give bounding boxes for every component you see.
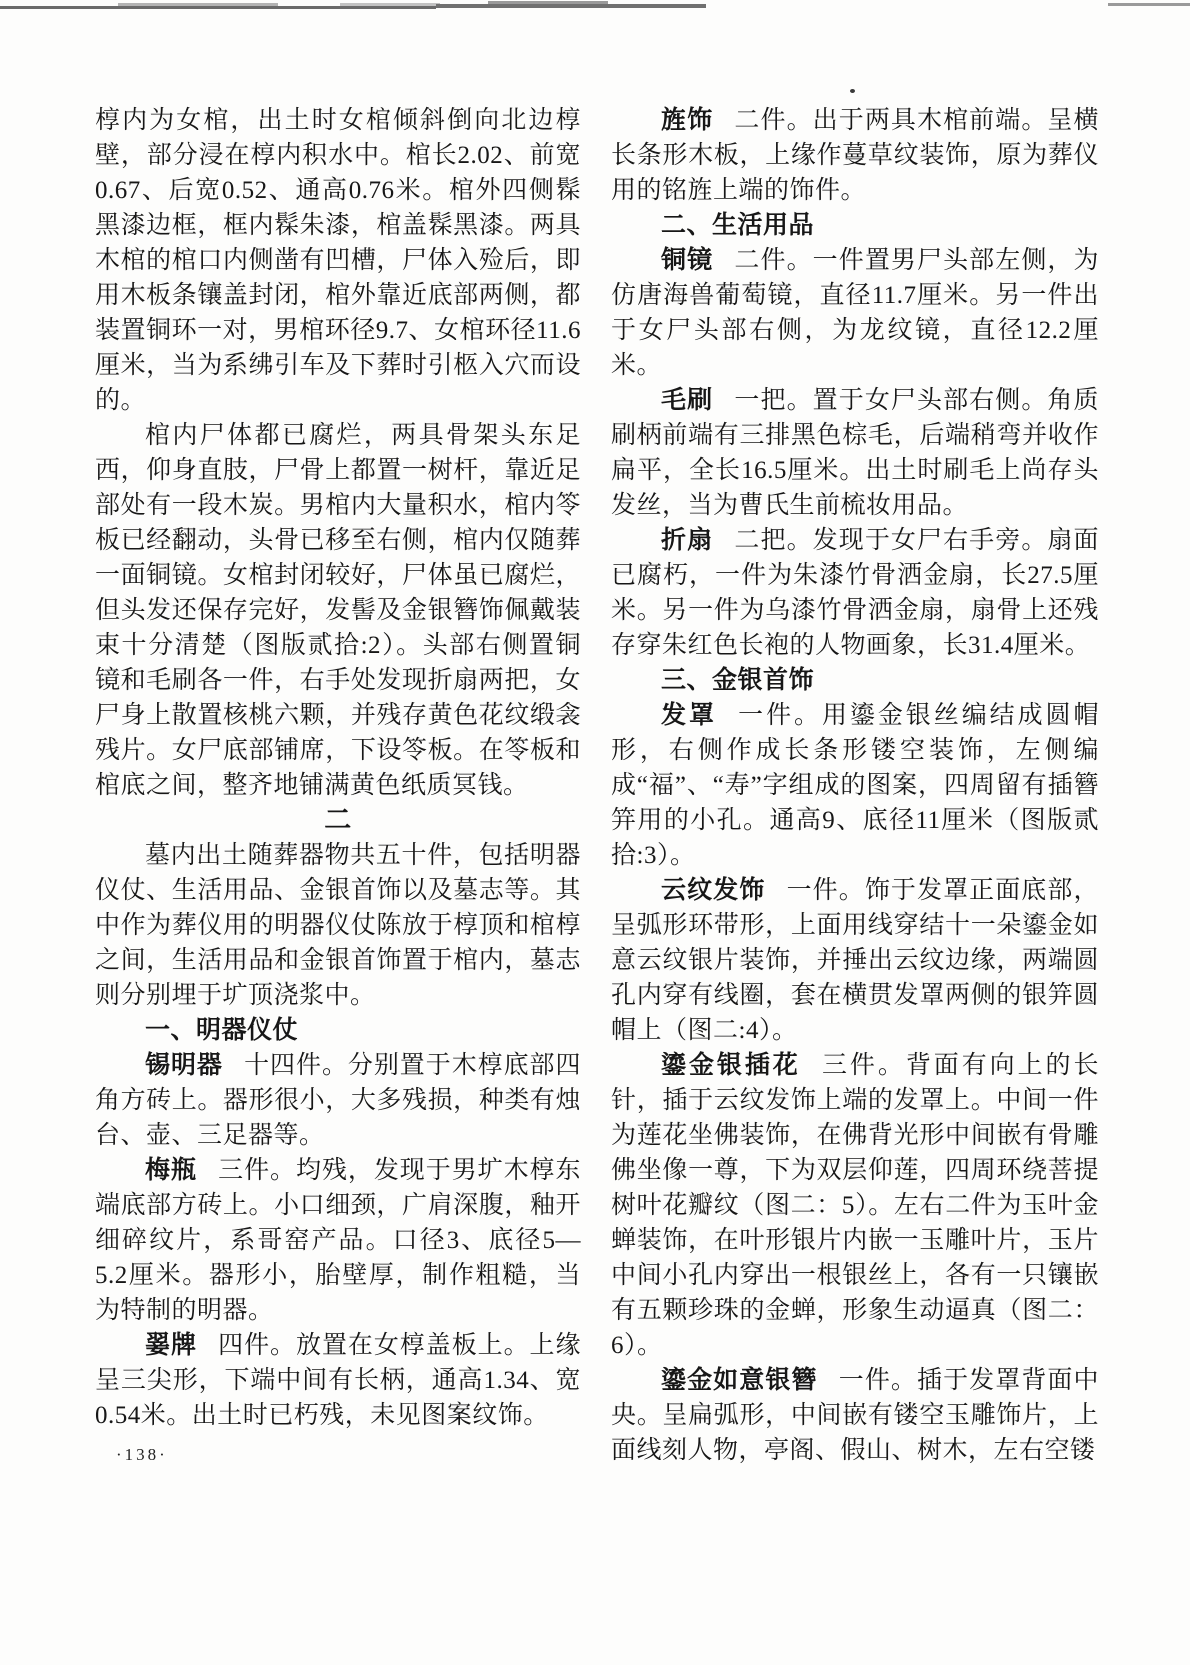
item-paragraph <box>611 1048 1099 1363</box>
item-term: 鎏金银插花 <box>661 1052 801 1079</box>
section-heading: 二 <box>324 805 352 835</box>
item-paragraph <box>611 523 1099 663</box>
item-paragraph <box>611 243 1099 383</box>
item-term: 发罩 <box>661 702 717 729</box>
subsection-heading: 一、明器仪仗 <box>145 1017 299 1044</box>
item-term: 铜镜 <box>661 247 714 274</box>
paragraph: 棺内尸体都已腐烂，两具骨架头东足西，仰身直肢，尸骨上都置一树杆，靠近足部处有一段木炭。男棺内大量积水，棺内笭板已经翻动，头骨已移至右侧，棺内仅随葬一面铜镜。女棺封闭较好，尸体虽已腐烂，但头发还保存完好，发髻及金银簪饰佩戴装束十分清楚（图版贰拾:2）。头部右侧置铜镜和毛刷各一件，右手处发现折扇两把，女尸身上散置核桃六颗，并残存黄色花纹缎衾残片。女尸底部铺席，下设笭板。在笭板和棺底之间，整齐地铺满黄色纸质冥钱。 <box>95 422 581 799</box>
item-text: 二把。发现于女尸右手旁。扇面已腐朽，一件为朱漆竹骨洒金扇，长27.5厘米。另一件为乌漆竹骨洒金扇，扇骨上还残存穿朱红色长袍的人物画象，长31.4厘米。 <box>611 527 1099 659</box>
item-text: 四件。放置在女椁盖板上。上缘呈三尖形，下端中间有长柄，通高1.34、宽0.54米。出土时已朽残，未见图案纹饰。 <box>95 1332 581 1429</box>
scan-artifact-line <box>118 3 278 6</box>
item-paragraph <box>95 1328 581 1433</box>
item-text: 一件。插于发罩背面中央。呈扁弧形，中间嵌有镂空玉雕饰片，上面线刻人物，亭阁、假山、树木，左右空镂 <box>611 1367 1099 1464</box>
subsection-heading: 二、生活用品 <box>661 212 815 239</box>
item-text: 一把。置于女尸头部右侧。角质刷柄前端有三排黑色棕毛，后端稍弯并收作扁平，全长16.5厘米。出土时刷毛上尚存头发丝，当为曹氏生前梳妆用品。 <box>611 387 1099 519</box>
scan-artifact-line <box>1108 3 1190 6</box>
item-term: 梅瓶 <box>145 1157 197 1184</box>
scan-artifact-line <box>0 6 436 9</box>
item-text: 三件。背面有向上的长针，插于云纹发饰上端的发罩上。中间一件为莲花坐佛装饰，在佛背光形中间嵌有骨雕佛坐像一尊，下为双层仰莲，四周环绕菩提树叶花瓣纹（图二：5）。左右二件为玉叶金蝉装饰，在叶形银片内嵌一玉雕叶片，玉片中间小孔内穿出一根银丝上，各有一只镶嵌有五颗珍珠的金蝉，形象生动逼真（图二：6）。 <box>611 1052 1099 1359</box>
subsection-heading: 三、金银首饰 <box>661 667 815 694</box>
item-term: 云纹发饰 <box>661 877 766 904</box>
item-text: 一件。饰于发罩正面底部，呈弧形环带形，上面用线穿结十一朵鎏金如意云纹银片装饰，并捶出云纹边缘，两端圆孔内穿有线圈，套在横贯发罩两侧的银笄圆帽上（图二:4）。 <box>611 877 1099 1044</box>
paragraph: 椁内为女棺，出土时女棺倾斜倒向北边椁壁，部分浸在椁内积水中。棺长2.02、前宽0.67、后宽0.52、通高0.76米。棺外四侧髹黑漆边框，框内髹朱漆，棺盖髹黑漆。两具木棺的棺口内侧凿有凹槽，尸体入殓后，即用木板条镶盖封闭，棺外靠近底部两侧，都装置铜环一对，男棺环径9.7、女棺环径11.6厘米，当为系绋引车及下葬时引柩入穴而设的。 <box>95 107 581 414</box>
item-term: 鎏金如意银簪 <box>661 1367 818 1394</box>
item-text: 二件。出于两具木棺前端。呈横长条形木板，上缘作蔓草纹装饰，原为葬仪用的铭旌上端的饰件。 <box>611 107 1099 204</box>
item-paragraph <box>611 698 1099 873</box>
paragraph: 墓内出土随葬器物共五十件，包括明器仪仗、生活用品、金银首饰以及墓志等。其中作为葬仪用的明器仪仗陈放于椁顶和棺椁之间，生活用品和金银首饰置于棺内，墓志则分别埋于圹顶浇浆中。 <box>95 842 581 1009</box>
item-text: 一件。用鎏金银丝编结成圆帽形，右侧作成长条形镂空装饰，左侧编成“福”、“寿”字组成的图案，四周留有插簪笄用的小孔。通高9、底径11厘米（图版贰拾:3）。 <box>611 702 1099 869</box>
left-column <box>95 103 581 1433</box>
ink-speck <box>850 89 855 93</box>
item-paragraph <box>611 873 1099 1048</box>
item-paragraph <box>95 1048 581 1153</box>
item-term: 旌饰 <box>661 107 714 134</box>
scan-artifact-line <box>488 1 608 4</box>
scan-artifact-line <box>340 3 440 6</box>
item-term: 锡明器 <box>145 1052 223 1079</box>
item-paragraph <box>611 103 1099 208</box>
page-number: ·138· <box>116 1445 168 1464</box>
item-text: 三件。均残，发现于男圹木椁东端底部方砖上。小口细颈，广肩深腹，釉开细碎纹片，系哥窑产品。口径3、底径5—5.2厘米。器形小，胎壁厚，制作粗糙，当为特制的明器。 <box>95 1157 581 1324</box>
item-text: 十四件。分别置于木椁底部四角方砖上。器形很小，大多残损，种类有烛台、壶、三足器等。 <box>95 1052 581 1149</box>
right-column <box>611 103 1099 1468</box>
scan-artifact-line <box>436 4 706 8</box>
item-paragraph <box>611 383 1099 523</box>
item-paragraph <box>611 1363 1099 1468</box>
item-term: 毛刷 <box>661 387 714 414</box>
item-paragraph <box>95 1153 581 1328</box>
item-term: 翣牌 <box>145 1332 197 1359</box>
item-text: 二件。一件置男尸头部左侧，为仿唐海兽葡萄镜，直径11.7厘米。另一件出于女尸头部右侧，为龙纹镜，直径12.2厘米。 <box>611 247 1099 379</box>
item-term: 折扇 <box>661 527 714 554</box>
